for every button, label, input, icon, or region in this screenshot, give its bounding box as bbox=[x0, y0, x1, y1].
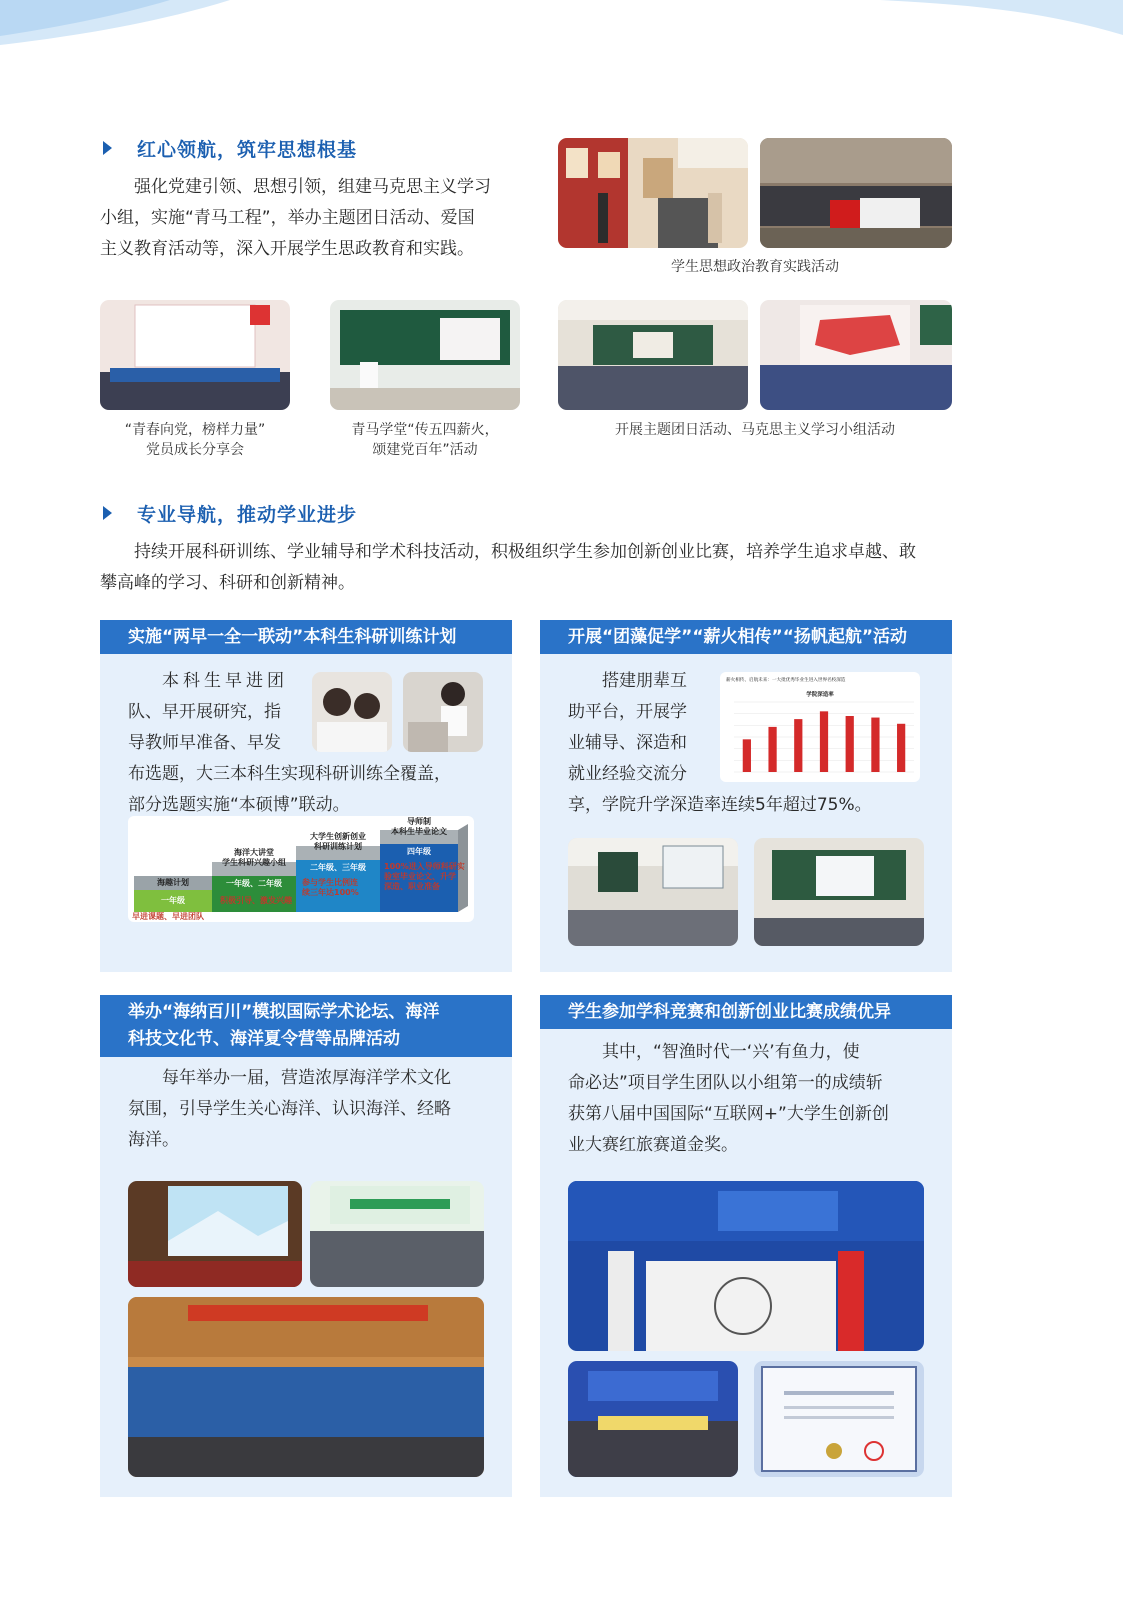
chart-bar bbox=[794, 719, 802, 772]
stair-step1-note: 早进课题、早进团队 bbox=[132, 912, 204, 921]
stair-step2-title: 海洋大讲堂 学生科研兴趣小组 bbox=[222, 848, 286, 867]
chart-bar bbox=[768, 727, 776, 772]
para-line: 持续开展科研训练、学业辅导和学术科技活动，积极组织学生参加创新创业比赛，培养学生追求卓越、敢 bbox=[134, 542, 916, 562]
research-staircase-diagram bbox=[128, 816, 474, 922]
top-wave-decoration bbox=[0, 0, 1123, 70]
panel-title: 学生参加学科竞赛和创新创业比赛成绩优异 bbox=[540, 995, 952, 1029]
caption-party-share bbox=[100, 420, 290, 460]
photo-theme-activity-2 bbox=[760, 300, 952, 410]
para-line: 业辅导、深造和 bbox=[568, 733, 687, 753]
photo-group-flag bbox=[760, 138, 952, 248]
photo-ecology-contest bbox=[310, 1181, 484, 1287]
para-line: 氛围，引导学生关心海洋、认识海洋、经略 bbox=[128, 1099, 451, 1119]
caption-line: 青马学堂“传五四薪火， bbox=[351, 422, 499, 438]
para-line: 导教师早准备、早发 bbox=[128, 733, 281, 753]
para-line: 部分选题实施“本硕博”联动。 bbox=[128, 795, 350, 815]
photo-lecture-hall-2 bbox=[754, 838, 924, 946]
panel3-text bbox=[128, 1063, 498, 1156]
panel1-text-full bbox=[128, 759, 498, 821]
para-line: 海洋。 bbox=[128, 1130, 179, 1150]
panel1-text-short bbox=[128, 666, 318, 759]
photo-lecture-hall-1 bbox=[568, 838, 738, 946]
caption-qingma bbox=[330, 420, 520, 460]
stair-step2-note: 积极引导、激发兴趣 bbox=[220, 896, 292, 905]
graduate-study-rate-chart bbox=[720, 672, 920, 782]
caption-line: “青春向党，榜样力量” bbox=[124, 422, 266, 438]
chart-bar bbox=[820, 711, 828, 772]
caption-line: 党员成长分享会 bbox=[146, 442, 244, 458]
photo-forum-group bbox=[128, 1297, 484, 1477]
photo-exhibition-visit bbox=[558, 138, 748, 248]
stair-step1-title: 海趣计划 bbox=[157, 878, 189, 887]
chart-bar bbox=[846, 716, 854, 772]
para-line: 布选题，大三本科生实现科研训练全覆盖， bbox=[128, 764, 451, 784]
photo-qingma-classroom bbox=[330, 300, 520, 410]
stair-step4-note: 100%进入导师科研实 验室毕业论文、升学 深造、职业准备 bbox=[384, 862, 465, 891]
photo-forum-stage bbox=[128, 1181, 302, 1287]
panel-peer-activities bbox=[540, 620, 952, 972]
para-line: 攀高峰的学习、科研和创新精神。 bbox=[100, 573, 355, 593]
section-marker-icon bbox=[103, 506, 112, 520]
stair-step4-title: 导师制 本科生毕业论文 bbox=[391, 817, 447, 836]
para-line: 助平台，开展学 bbox=[568, 702, 687, 722]
photo-theme-activity-1 bbox=[558, 300, 748, 410]
para-line: 命必达”项目学生团队以小组第一的成绩斩 bbox=[568, 1073, 883, 1093]
panel-title: 实施“两早一全一联动”本科生科研训练计划 bbox=[100, 620, 512, 654]
stair-step2-grade: 一年级、二年级 bbox=[226, 879, 282, 888]
panel2-text-short bbox=[568, 666, 718, 790]
panel-brand-activities bbox=[100, 995, 512, 1497]
stair-step1-grade: 一年级 bbox=[161, 896, 185, 905]
stair-step3-grade: 二年级、三年级 bbox=[310, 863, 366, 872]
para-line: 每年举办一届，营造浓厚海洋学术文化 bbox=[162, 1068, 451, 1088]
stair-step4-grade: 四年级 bbox=[407, 847, 431, 856]
para-line: 搭建朋辈互 bbox=[602, 671, 687, 691]
section1-paragraph bbox=[100, 172, 530, 265]
photo-students-study-2 bbox=[403, 672, 483, 752]
para-line: 强化党建引领、思想引领，组建马克思主义学习 bbox=[134, 177, 491, 197]
panel-title: 开展“团藻促学”“薪火相传”“扬帆起航”活动 bbox=[540, 620, 952, 654]
caption-top-right: 学生思想政治教育实践活动 bbox=[671, 259, 839, 275]
section2-paragraph bbox=[100, 537, 960, 599]
para-line: 队、早开展研究，指 bbox=[128, 702, 281, 722]
section-marker-icon bbox=[103, 141, 112, 155]
caption-line: 颂建党百年”活动 bbox=[372, 442, 478, 458]
panel-title bbox=[100, 995, 512, 1057]
photo-contest-winners bbox=[568, 1361, 738, 1477]
para-line: 就业经验交流分 bbox=[568, 764, 687, 784]
para-line: 获第八届中国国际“互联网+”大学生创新创 bbox=[568, 1104, 889, 1124]
panel2-text-full bbox=[568, 790, 938, 821]
chart-bar bbox=[743, 739, 751, 772]
para-line: 其中，“智渔时代一‘兴’有鱼力，使 bbox=[602, 1042, 860, 1062]
stair-step3-note: 参与学生比例连 续三年达100% bbox=[302, 878, 359, 897]
para-line: 享，学院升学深造率连续5年超过75%。 bbox=[568, 795, 872, 815]
caption-theme-activity: 开展主题团日活动、马克思主义学习小组活动 bbox=[615, 422, 895, 438]
photo-award-certificate bbox=[754, 1361, 924, 1477]
photo-students-study-1 bbox=[312, 672, 392, 752]
para-line: 小组，实施“青马工程”，举办主题团日活动、爱国 bbox=[100, 208, 475, 228]
para-line: 业大赛红旅赛道金奖。 bbox=[568, 1135, 738, 1155]
chart-bar bbox=[897, 724, 905, 772]
chart-title: 薪火相传、启航未来：一大批优秀毕业生进入世界名校深造 bbox=[726, 678, 846, 683]
para-line: 主义教育活动等，深入开展学生思政教育和实践。 bbox=[100, 239, 474, 259]
section-title-2: 专业导航，推动学业进步 bbox=[137, 504, 358, 526]
panel4-text bbox=[568, 1037, 940, 1161]
section-title-1: 红心领航，筑牢思想根基 bbox=[137, 139, 358, 161]
photo-party-share-meeting bbox=[100, 300, 290, 410]
stair-step3-title: 大学生创新创业 科研训练计划 bbox=[310, 832, 366, 851]
photo-gold-award-team bbox=[568, 1181, 924, 1351]
panel-research-training bbox=[100, 620, 512, 972]
chart-bar bbox=[871, 718, 879, 772]
chart-subtitle: 学院深造率 bbox=[806, 692, 834, 698]
panel-title-line: 举办“海纳百川”模拟国际学术论坛、海洋 bbox=[128, 1002, 440, 1022]
para-line: 本科生早进团 bbox=[162, 671, 288, 691]
panel-competitions bbox=[540, 995, 952, 1497]
panel-title-line: 科技文化节、海洋夏令营等品牌活动 bbox=[128, 1029, 400, 1049]
chart-svg bbox=[720, 672, 920, 782]
